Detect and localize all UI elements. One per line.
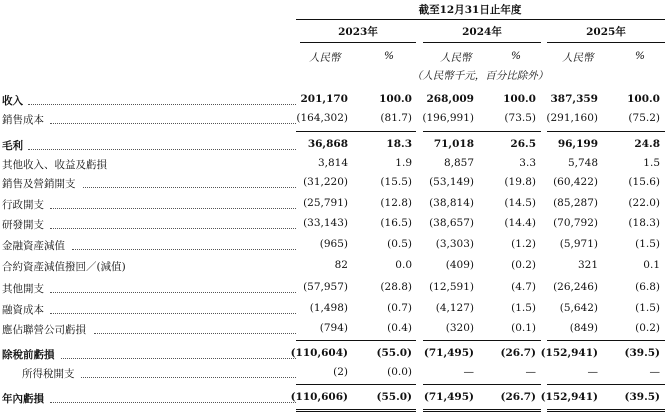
row-value: (14.5) [504, 197, 536, 209]
row-value: (1.5) [635, 302, 660, 314]
row-value: 71,018 [433, 138, 474, 150]
row-value: (110,606) [290, 391, 348, 403]
row-value: 18.3 [386, 138, 412, 150]
rmb-label-2025: 人民幣 [562, 52, 594, 64]
row-value: 24.8 [634, 138, 660, 150]
single-rule [423, 131, 541, 132]
leader-dots [50, 208, 296, 209]
row-value: (28.8) [380, 281, 412, 293]
year-2024: 2024年 [462, 26, 502, 38]
row-value: 3.3 [519, 157, 536, 169]
row-label: 金融資產減值 [2, 240, 65, 252]
leader-dots [83, 187, 296, 188]
row-value: (14.4) [504, 217, 536, 229]
row-value: (57,957) [303, 281, 348, 293]
row-value: 268,009 [426, 93, 474, 105]
row-label: 其他開支 [2, 283, 44, 295]
row-value: (0.4) [387, 322, 412, 334]
row-value: (38,814) [429, 197, 474, 209]
row-label: 融資成本 [2, 304, 44, 316]
row-value: 82 [334, 259, 348, 271]
row-value: (1,498) [309, 302, 348, 314]
leader-dots [61, 358, 296, 359]
row-label: 行政開支 [2, 199, 44, 211]
row-value: (5,971) [559, 238, 598, 250]
row-value: (81.7) [380, 112, 412, 124]
single-rule [296, 340, 416, 341]
row-value: (0.7) [387, 302, 412, 314]
row-value: — [649, 366, 660, 378]
row-value: (409) [445, 259, 474, 271]
row-label: 銷售及營銷開支 [2, 178, 76, 190]
row-label: 除稅前虧損 [2, 349, 55, 361]
row-value: (196,991) [422, 112, 474, 124]
row-value: (38,657) [429, 217, 474, 229]
row-value: 0.0 [395, 259, 412, 271]
row-label: 研發開支 [2, 219, 44, 231]
row-value: (70,792) [553, 217, 598, 229]
pct-label-2025: % [635, 50, 645, 62]
row-value: (2) [333, 366, 348, 378]
row-value: (0.2) [511, 259, 536, 271]
single-rule [423, 384, 541, 385]
row-label: 其他收入、收益及虧損 [2, 159, 107, 171]
row-value: (965) [319, 238, 348, 250]
leader-dots [50, 228, 296, 229]
row-value: (33,143) [303, 217, 348, 229]
row-value: 321 [577, 259, 598, 271]
row-value: (3,303) [435, 238, 474, 250]
row-value: — [587, 366, 598, 378]
row-value: (4.7) [511, 281, 536, 293]
row-value: (25,791) [303, 197, 348, 209]
row-label: 應佔聯營公司虧損 [2, 324, 86, 336]
row-value: 100.0 [379, 93, 412, 105]
row-value: (60,422) [553, 176, 598, 188]
row-value: (71,495) [423, 391, 474, 403]
rmb-label-2024: 人民幣 [440, 52, 472, 64]
row-value: (53,149) [429, 176, 474, 188]
leader-dots [50, 292, 296, 293]
row-label: 銷售成本 [2, 114, 44, 126]
row-value: 100.0 [627, 93, 660, 105]
single-rule [296, 131, 416, 132]
row-value: (1.2) [511, 238, 536, 250]
row-value: (19.8) [504, 176, 536, 188]
leader-dots [81, 377, 296, 378]
row-value: (73.5) [504, 112, 536, 124]
row-label: 年內虧損 [2, 393, 44, 405]
period-caption: 截至12月31日止年度 [418, 4, 522, 16]
single-rule [296, 384, 416, 385]
row-value: (110,604) [290, 347, 348, 359]
pct-label-2023: % [384, 50, 394, 62]
single-rule [547, 131, 665, 132]
leader-dots [94, 333, 296, 334]
row-value: 36,868 [307, 138, 348, 150]
row-label: 毛利 [2, 140, 23, 152]
row-value: (152,941) [540, 391, 598, 403]
row-value: (849) [569, 322, 598, 334]
single-rule [423, 340, 541, 341]
leader-dots [50, 402, 296, 403]
double-rule [296, 409, 416, 412]
row-value: (5,642) [559, 302, 598, 314]
double-rule [547, 409, 665, 412]
row-value: 8,857 [443, 157, 474, 169]
row-value: 96,199 [557, 138, 598, 150]
row-value: (39.5) [624, 391, 660, 403]
row-value: 1.9 [395, 157, 412, 169]
leader-dots [28, 149, 296, 150]
row-value: — [463, 366, 474, 378]
year-2025: 2025年 [586, 26, 626, 38]
row-value: (55.0) [376, 391, 412, 403]
row-value: 100.0 [503, 93, 536, 105]
row-value: (75.2) [628, 112, 660, 124]
unit-note: （人民幣千元，百分比除外） [411, 70, 549, 82]
year-rule-2024 [423, 42, 541, 43]
row-value: 3,814 [317, 157, 348, 169]
row-value: (15.6) [628, 176, 660, 188]
row-value: (16.5) [380, 217, 412, 229]
row-value: (12,591) [429, 281, 474, 293]
row-value: (291,160) [546, 112, 598, 124]
single-rule [547, 340, 665, 341]
row-value: 26.5 [510, 138, 536, 150]
pct-label-2024: % [511, 50, 521, 62]
row-value: (18.3) [628, 217, 660, 229]
row-value: — [525, 366, 536, 378]
row-value: (15.5) [380, 176, 412, 188]
row-value: (0.1) [511, 322, 536, 334]
double-rule [423, 409, 541, 412]
row-value: (0.0) [387, 366, 412, 378]
row-value: (39.5) [624, 347, 660, 359]
year-rule-2025 [547, 42, 665, 43]
row-value: (4,127) [435, 302, 474, 314]
row-value: (26.7) [500, 347, 536, 359]
row-value: (26.7) [500, 391, 536, 403]
row-value: 387,359 [550, 93, 598, 105]
row-value: (0.2) [635, 322, 660, 334]
row-value: (12.8) [380, 197, 412, 209]
row-value: (71,495) [423, 347, 474, 359]
row-value: (26,246) [553, 281, 598, 293]
row-label: 合約資產減值撥回／(減值) [2, 261, 126, 273]
row-value: (794) [319, 322, 348, 334]
row-label: 所得稅開支 [22, 368, 75, 380]
header-rule [296, 19, 665, 20]
row-value: 1.5 [643, 157, 660, 169]
row-label: 收入 [2, 95, 23, 107]
row-value: 0.1 [643, 259, 660, 271]
row-value: (1.5) [511, 302, 536, 314]
leader-dots [72, 249, 296, 250]
leader-dots [50, 123, 296, 124]
year-2023: 2023年 [338, 26, 378, 38]
row-value: (31,220) [303, 176, 348, 188]
row-value: 5,748 [567, 157, 598, 169]
year-rule-2023 [300, 42, 416, 43]
row-value: (22.0) [628, 197, 660, 209]
rmb-label-2023: 人民幣 [309, 52, 341, 64]
row-value: (6.8) [635, 281, 660, 293]
row-value: (55.0) [376, 347, 412, 359]
row-value: (1.5) [635, 238, 660, 250]
row-value: (0.5) [387, 238, 412, 250]
row-value: (320) [445, 322, 474, 334]
leader-dots [28, 104, 296, 105]
row-value: (152,941) [540, 347, 598, 359]
leader-dots [50, 313, 296, 314]
row-value: (85,287) [553, 197, 598, 209]
single-rule [547, 384, 665, 385]
row-value: 201,170 [300, 93, 348, 105]
row-value: (164,302) [296, 112, 348, 124]
